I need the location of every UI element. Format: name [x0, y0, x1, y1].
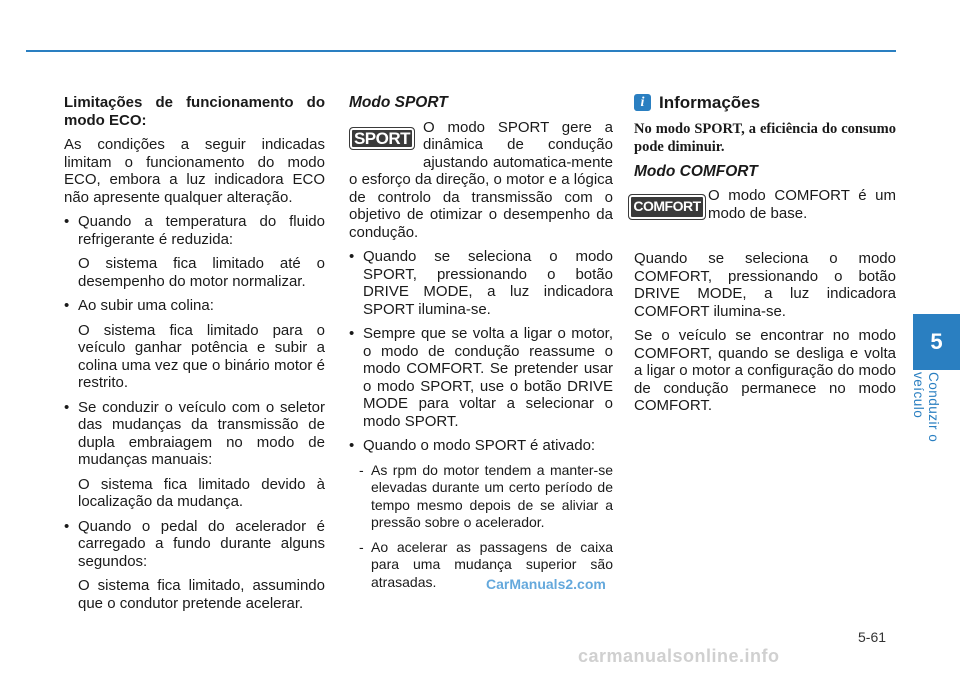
sport-indicator-icon — [349, 121, 415, 157]
info-note: No modo SPORT, a eficiência do consumo pode diminuir. — [634, 120, 896, 155]
list-item: • Quando se seleciona o modo SPORT, pressionando o botão DRIVE MODE, a luz indicadora SPORT ilumina-se. — [349, 248, 613, 318]
section-heading: Modo SPORT — [349, 94, 448, 111]
chapter-tab: 5 — [913, 314, 960, 370]
list-item: • Quando a temperatura do fluido refrigerante é reduzida: — [64, 213, 325, 248]
section-heading: Limitações de funcionamento do modo ECO: — [64, 94, 325, 129]
info-icon: i — [634, 94, 651, 111]
intro-paragraph: O modo COMFORT é um modo de base. — [708, 187, 896, 222]
column-eco-limitations — [64, 94, 325, 619]
comfort-indicator-icon — [634, 189, 700, 225]
page-number: 5-61 — [858, 629, 887, 645]
column-comfort-mode — [634, 94, 896, 422]
sport-badge-label: SPORT — [349, 127, 415, 151]
watermark: CarManuals2.com — [486, 576, 606, 592]
info-title: Informações — [659, 93, 761, 112]
chapter-title: Conduzir o veículo — [911, 372, 941, 443]
header-rule — [26, 50, 896, 52]
section-heading: Modo COMFORT — [634, 162, 758, 180]
intro-paragraph: O modo SPORT gere a dinâmica de condução ajustando automatica-mente o esforço da direção, o motor e a lógica de controlo da transmissão com o objetivo de otimizar o desempenho da condução. — [349, 118, 613, 241]
list-item-detail: O sistema fica limitado para o veículo ganhar potência e subir a colina uma vez que o binário motor é restrito. — [78, 321, 325, 391]
column-sport-mode — [349, 94, 613, 598]
list-item: • Se conduzir o veículo com o seletor das mudanças da transmissão de dupla embraiagem no modo de mudanças manuais: — [64, 399, 325, 469]
comfort-badge-label: COMFORT — [628, 194, 705, 220]
intro-paragraph: As condições a seguir indicadas limitam o funcionamento do modo ECO, embora a luz indicadora ECO não apresente qualquer alteração. — [64, 136, 325, 206]
list-item: • Quando o pedal do acelerador é carregado a fundo durante alguns segundos: — [64, 518, 325, 571]
info-header — [634, 94, 896, 112]
list-item-detail: O sistema fica limitado, assumindo que o condutor pretende acelerar. — [78, 577, 325, 612]
list-item-detail: O sistema fica limitado devido à localização da mudança. — [78, 475, 325, 510]
body-paragraph: Quando se seleciona o modo COMFORT, pressionando o botão DRIVE MODE, a luz indicadora COMFORT ilumina-se. — [634, 250, 896, 320]
list-item: • Ao subir uma colina: — [64, 297, 325, 315]
watermark: carmanualsonline.info — [578, 646, 780, 666]
body-paragraph: Se o veículo se encontrar no modo COMFORT, quando se desliga e volta a ligar o motor a configuração do modo de condução permanece no modo COMFORT. — [634, 327, 896, 414]
list-item: • Sempre que se volta a ligar o motor, o modo de condução reassume o modo COMFORT. Se pretender usar o modo SPORT, use o botão DRIVE MODE para voltar a selecionar o modo SPORT. — [349, 325, 613, 430]
list-item: • Quando o modo SPORT é ativado: — [349, 437, 613, 455]
sub-list-item: - Ao acelerar as passagens de caixa para uma mudança superior são atrasadas. — [349, 539, 613, 592]
sub-list-item: - As rpm do motor tendem a manter-se elevadas durante um certo período de tempo mesmo depois de se aliviar a pressão sobre o acelerador. — [349, 462, 613, 532]
list-item-detail: O sistema fica limitado até o desempenho do motor normalizar. — [78, 255, 325, 290]
